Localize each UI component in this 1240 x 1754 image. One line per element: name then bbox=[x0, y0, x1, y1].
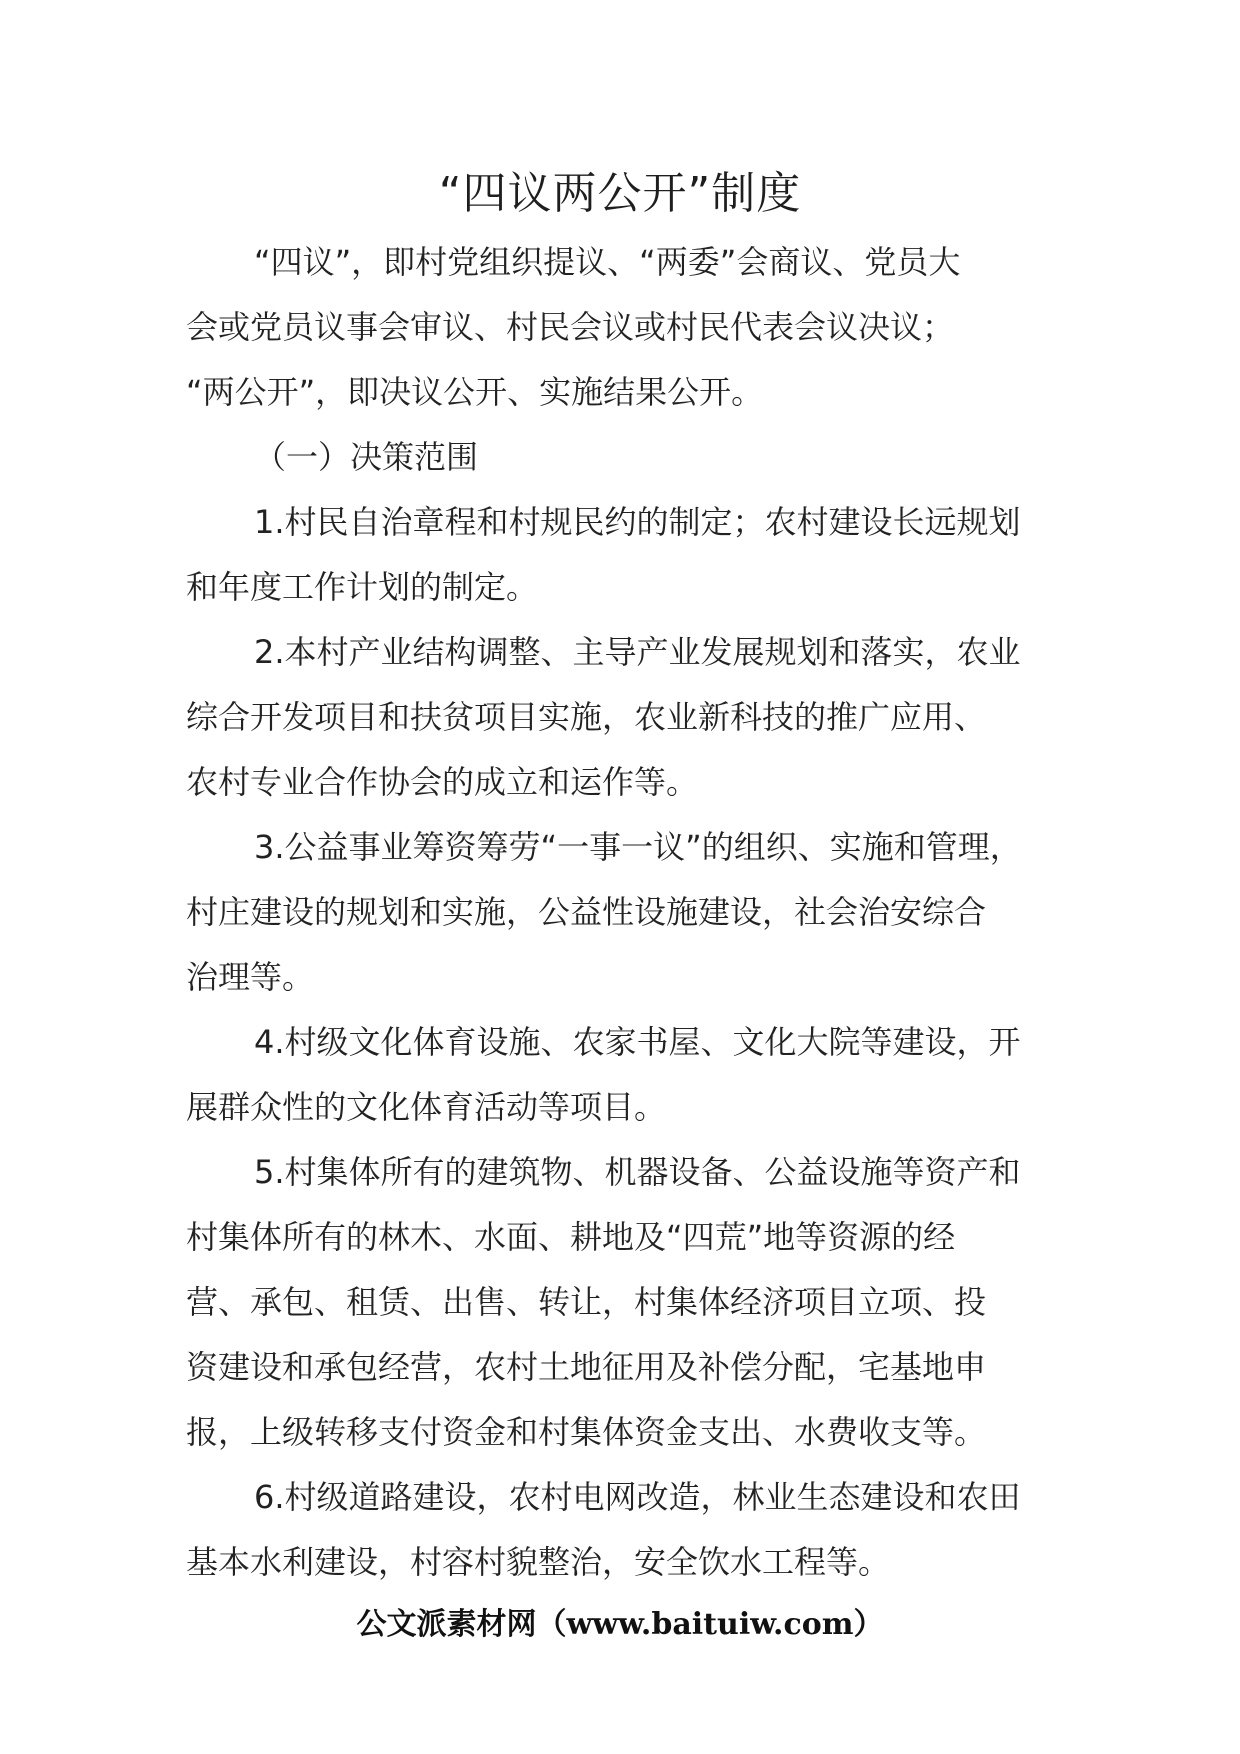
paragraph-line: “两公开”，即决议公开、实施结果公开。 bbox=[186, 373, 764, 411]
paragraph-line: 展群众性的文化体育活动等项目。 bbox=[186, 1088, 667, 1126]
paragraph-line: 治理等。 bbox=[186, 958, 315, 996]
paragraph-line: 6.村级道路建设，农村电网改造，林业生态建设和农田 bbox=[254, 1478, 1021, 1516]
paragraph-line: “四议”，即村党组织提议、“两委”会商议、党员大 bbox=[254, 243, 961, 281]
paragraph-line: 2.本村产业结构调整、主导产业发展规划和落实，农业 bbox=[254, 633, 1021, 671]
paragraph-line: 4.村级文化体育设施、农家书屋、文化大院等建设，开 bbox=[254, 1023, 1021, 1061]
paragraph-line: 村集体所有的林木、水面、耕地及“四荒”地等资源的经 bbox=[186, 1218, 956, 1256]
paragraph-line: 综合开发项目和扶贫项目实施，农业新科技的推广应用、 bbox=[186, 698, 987, 736]
paragraph-line: 基本水利建设，村容村貌整治，安全饮水工程等。 bbox=[186, 1543, 891, 1581]
document-title: “四议两公开”制度 bbox=[438, 168, 802, 219]
paragraph-line: 村庄建设的规划和实施，公益性设施建设，社会治安综合 bbox=[186, 893, 987, 931]
paragraph-line: 会或党员议事会审议、村民会议或村民代表会议决议； bbox=[186, 308, 955, 346]
paragraph-line: 3.公益事业筹资筹劳“一事一议”的组织、实施和管理， bbox=[254, 828, 1022, 866]
paragraph-line: 5.村集体所有的建筑物、机器设备、公益设施等资产和 bbox=[254, 1153, 1021, 1191]
paragraph-line: 1.村民自治章程和村规民约的制定；农村建设长远规划 bbox=[254, 503, 1021, 541]
paragraph-line: 营、承包、租赁、出售、转让，村集体经济项目立项、投 bbox=[186, 1283, 987, 1321]
section-heading: （一）决策范围 bbox=[254, 438, 479, 476]
footer-watermark: 公文派素材网（www.baituiw.com） bbox=[356, 1607, 884, 1642]
paragraph-line: 资建设和承包经营，农村土地征用及补偿分配，宅基地申 bbox=[186, 1348, 987, 1386]
paragraph-line: 农村专业合作协会的成立和运作等。 bbox=[186, 763, 699, 801]
paragraph-line: 报，上级转移支付资金和村集体资金支出、水费收支等。 bbox=[186, 1413, 987, 1451]
paragraph-line: 和年度工作计划的制定。 bbox=[186, 568, 539, 606]
document-body bbox=[186, 230, 1086, 1595]
